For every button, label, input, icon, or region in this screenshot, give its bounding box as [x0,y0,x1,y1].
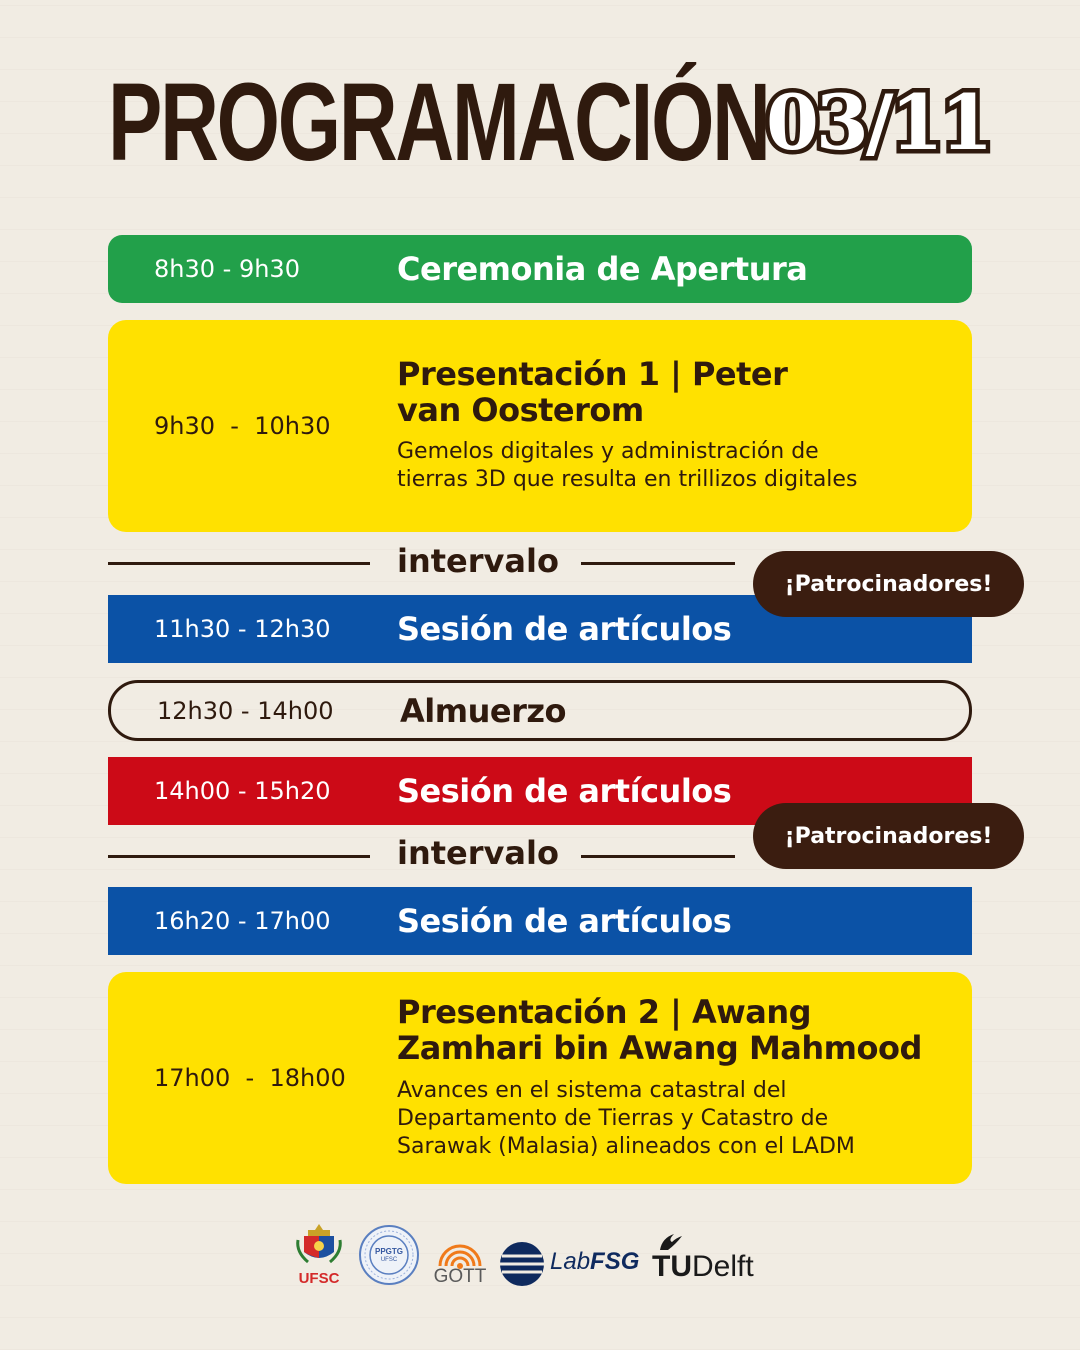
schedule-item-lunch [108,680,972,741]
ufsc-logo [294,1222,344,1294]
schedule-title: Sesión de artículos [397,610,732,648]
sponsors-badge: ¡Patrocinadores! [753,803,1024,869]
schedule-item-paper-session [108,887,972,955]
labfsg-logo [498,1222,638,1294]
tudelft-flame-icon [656,1232,686,1252]
schedule-time: 14h00 - 15h20 [154,777,331,805]
schedule-title: Sesión de artículos [397,772,732,810]
break-label: intervalo [397,834,559,872]
divider-line [581,562,735,565]
schedule-time: 8h30 - 9h30 [154,255,300,283]
keynote-title-line-2: Zamhari bin Awang Mahmood [397,1029,922,1067]
schedule-time: 9h30 - 10h30 [154,412,331,440]
tudelft-tu-text: TU [652,1250,692,1283]
tudelft-logo [652,1222,772,1294]
page-title: PROGRAMACIÓN [108,61,769,184]
ufsc-label: UFSC [298,1270,340,1287]
keynote-description-line-2: Departamento de Tierras y Catastro de [397,1106,829,1131]
keynote-title-line-1: Presentación 2 | Awang [397,993,812,1031]
ufsc-crest-icon [294,1222,344,1268]
schedule-time: 12h30 - 14h00 [157,696,334,725]
keynote-description-line-3: Sarawak (Malasia) alineados con el LADM [397,1134,855,1159]
schedule-time: 16h20 - 17h00 [154,907,331,935]
schedule-time: 11h30 - 12h30 [154,615,331,643]
divider-line [108,855,370,858]
gott-label: GOTT [433,1266,487,1287]
ppgtg-logo [358,1222,420,1294]
schedule-title: Sesión de artículos [397,902,732,940]
schedule-item-opening [108,235,972,303]
keynote-description-line-1: Avances en el sistema catastral del [397,1078,787,1103]
keynote-title-line-1: Presentación 1 | Peter [397,355,788,393]
labfsg-globe-icon [498,1240,546,1288]
schedule-item-keynote-1 [108,320,972,532]
divider-line [581,855,735,858]
labfsg-label [550,1248,639,1276]
sponsors-badge: ¡Patrocinadores! [753,551,1024,617]
schedule-item-keynote-2 [108,972,972,1184]
keynote-description-line-1: Gemelos digitales y administración de [397,439,819,464]
tudelft-delft-text: Delft [692,1250,754,1283]
gott-arcs-icon [430,1230,490,1270]
keynote-description-line-2: tierras 3D que resulta en trillizos digitales [397,467,858,492]
tudelft-label [652,1250,754,1284]
schedule-title: Ceremonia de Apertura [397,250,808,288]
ppgtg-sublabel: UFSC [380,1257,398,1263]
divider-line [108,562,370,565]
event-date: 03/11 [766,78,991,167]
schedule-time: 17h00 - 18h00 [154,1064,346,1092]
labfsg-lab-text: Lab [550,1248,591,1275]
ppgtg-label: PPGTG [374,1247,403,1256]
schedule-title: Almuerzo [400,691,566,730]
break-label: intervalo [397,542,559,580]
gott-logo [430,1222,490,1294]
keynote-title-line-2: van Oosterom [397,391,644,429]
labfsg-fsg-text: FSG [590,1248,640,1275]
